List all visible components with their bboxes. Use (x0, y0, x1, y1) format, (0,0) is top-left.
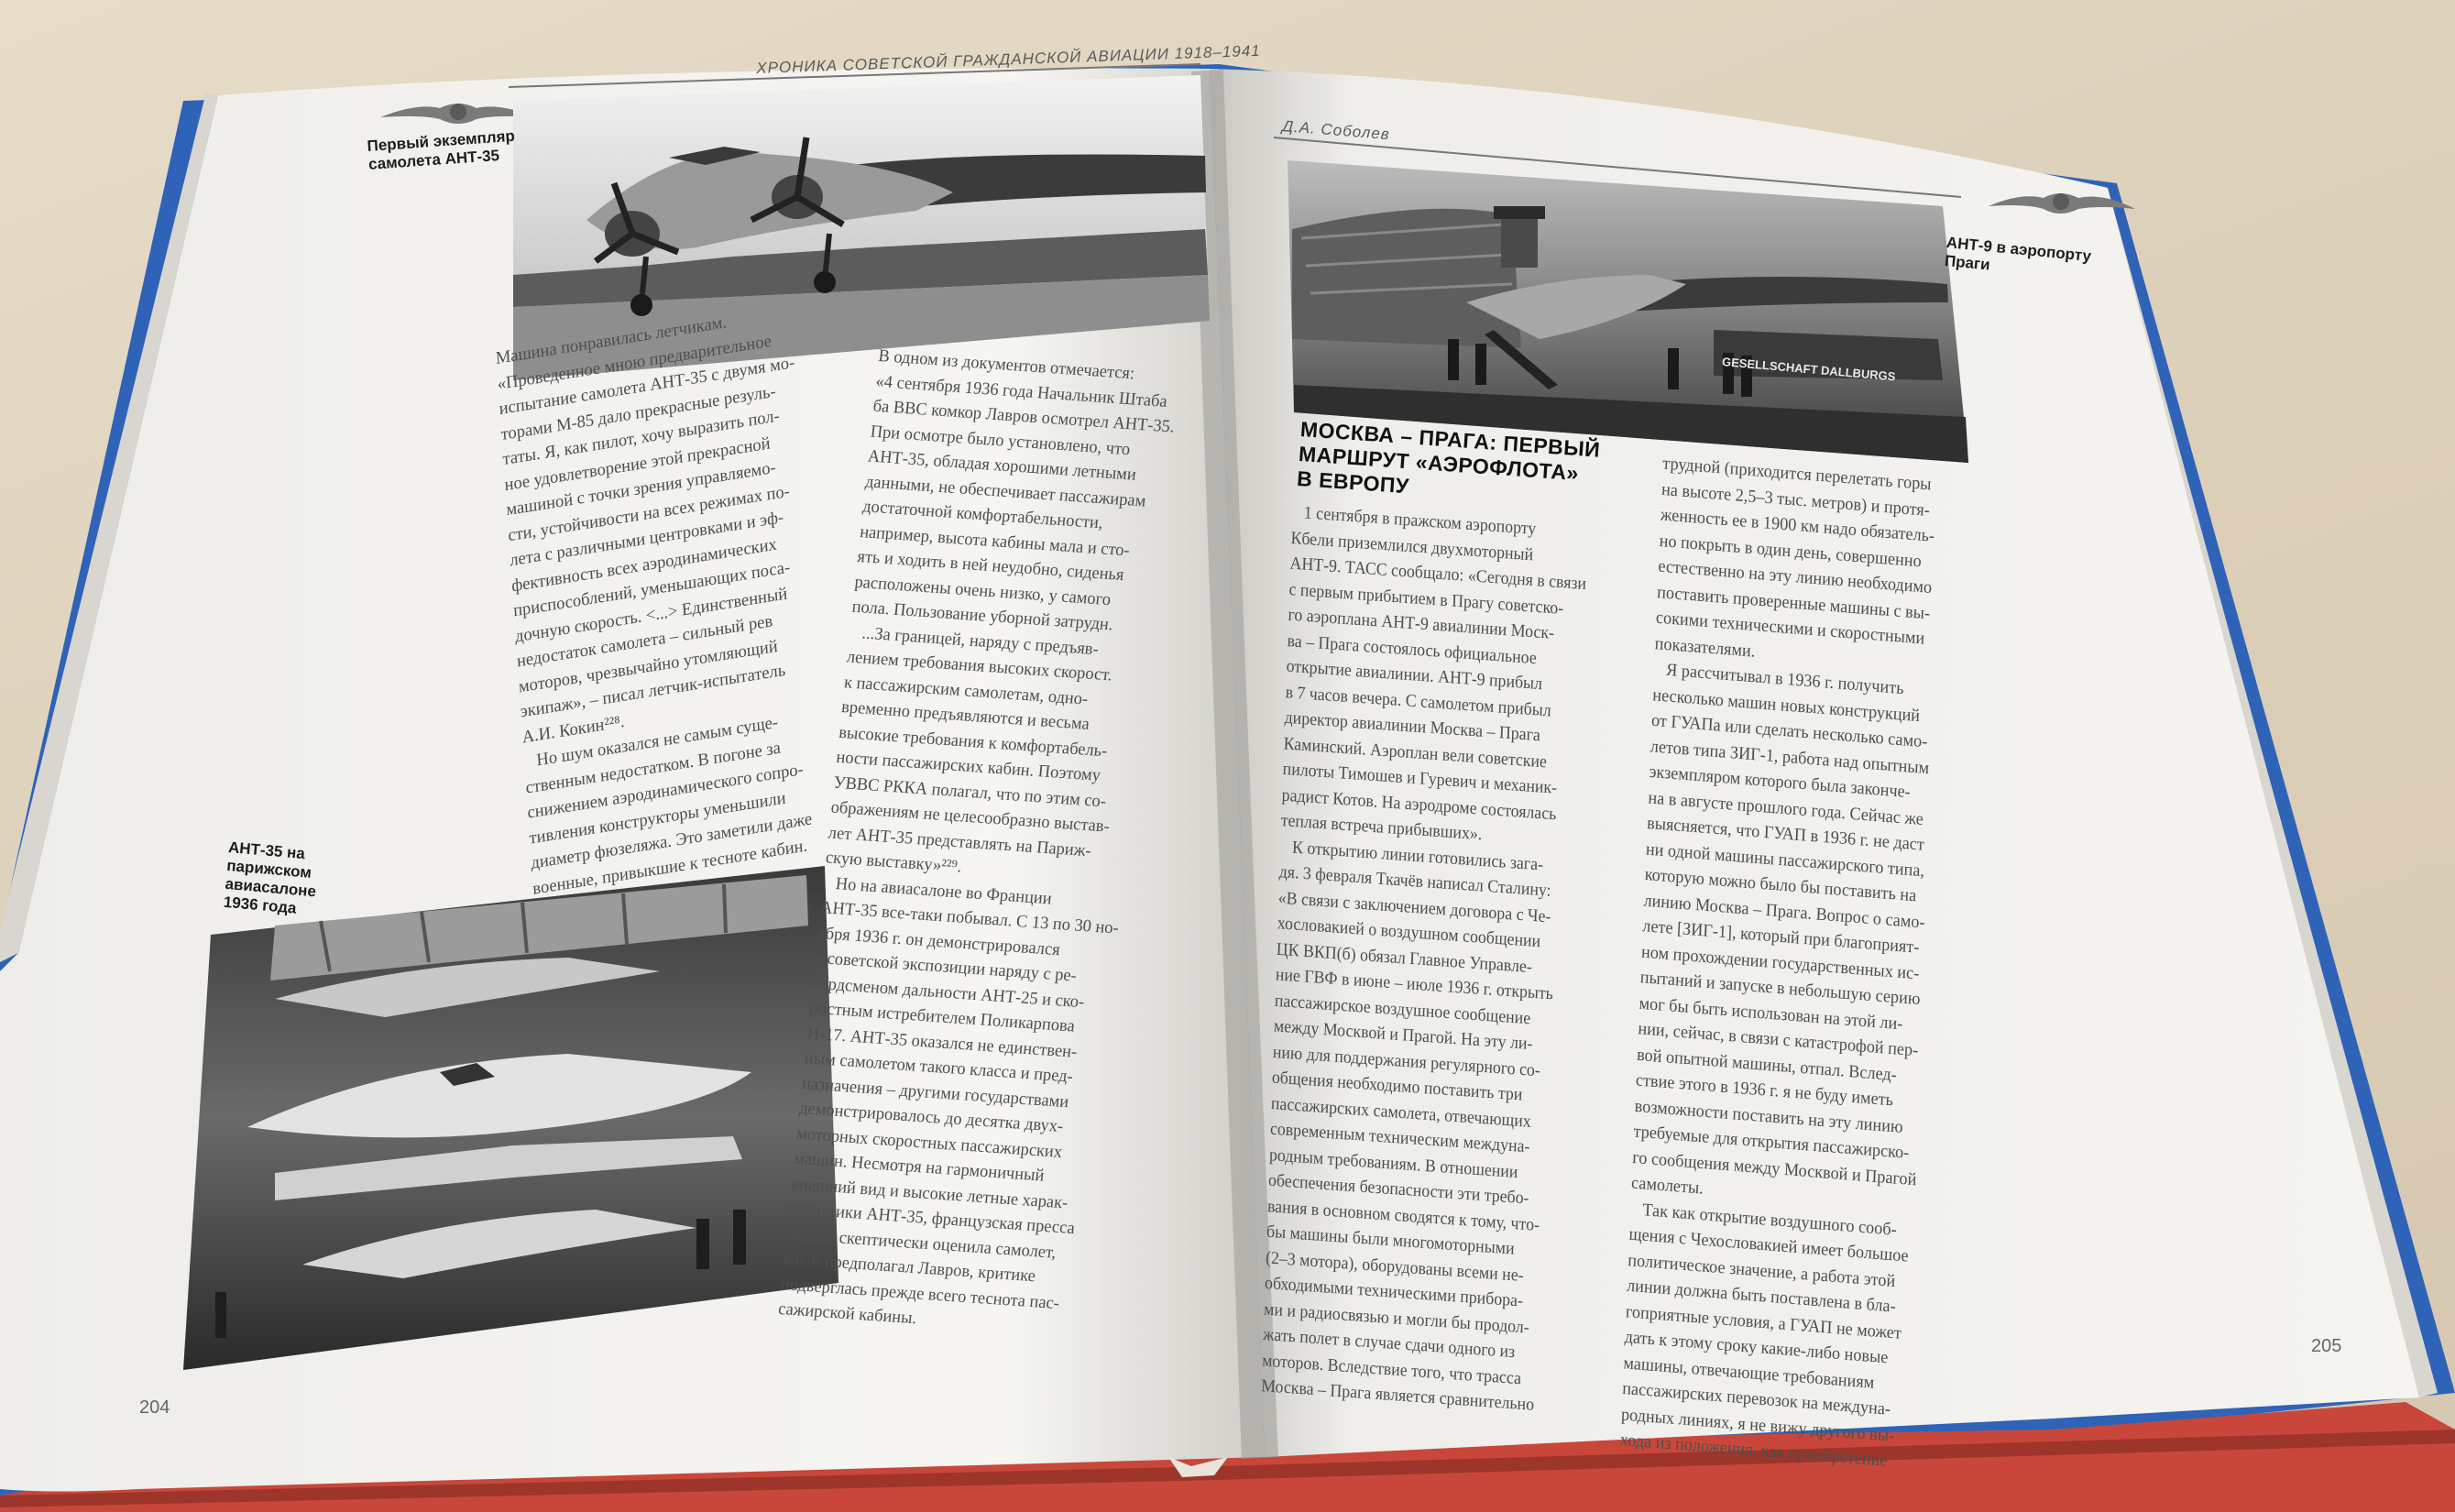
page-number-right: 205 (2311, 1336, 2342, 1356)
section-title-moscow-prague: МОСКВА – ПРАГА: ПЕРВЫЙ МАРШРУТ «АЭРОФЛОТА» В ЕВРОПУ (1296, 417, 1602, 499)
left-column-2: В одном из документов отмечается: «4 сентября 1936 года Начальник Штаба ба ВВС комкор Лавров осмотрел АНТ-35. При осмотре было установлено, что АНТ-35, обладая хорошими летными данными, не обеспечивает пассажирам достаточной комфортабельности, например, высота кабины мала и сто- ять и ходить в ней неудобно, сиденья расположены очень низко, у самого пола. Пользование уборной затрудн. ...За границей, наряду с предъяв- лением требования высоких скорост. к пассажирским самолетам, одно- временно предъявляются и весьма высокие требования к комфортабель- ности пассажирских кабин. Поэтому УВВС РККА полагал, что по этим со- ображениям не целесообразно выстав- лет АНТ-35 представлять на Париж- скую выставку»²²⁹. Но на авиасалоне во Франции АНТ-35 все-таки побывал. С 13 по 30 но- ября 1936 г. он демонстрировался в советской экспозиции наряду с ре- кордсменом дальности АНТ-25 и ско- ростным истребителем Поликарпова И-17. АНТ-35 оказался не единствен- ным самолетом такого класса и пред- назначения – другими государствами демонстрировалось до десятка двух- моторных скоростных пассажирских машин. Несмотря на гармоничный внешний вид и высокие летные харак- теристики АНТ-35, французская пресса весьма скептически оценила самолет, как и предполагал Лавров, критике подверглась прежде всего теснота пас- сажирской кабины. (777, 345, 1176, 1329)
photo-sign-text: GESELLSCHAFT DALLBURGS (1721, 354, 1897, 384)
right-column-1: 1 сентября в пражском аэропорту Кбели приземлился двухмоторный АНТ-9. ТАСС сообщало: «Сегодня в связи с первым прибытием в Прагу советско- го аэроплана АНТ-9 авиалинии Моск- ва – Прага состоялось официальное открытие авиалинии. АНТ-9 прибыл в 7 часов вечера. С самолетом прибыл директор авиалинии Москва – Прага Каминский. Аэроплан вели советские пилоты Тимошев и Гуревич и механик- радист Котов. На аэродроме состоялась теплая встреча прибывших». К открытию линии готовились зага- дя. 3 февраля Ткачёв написал Сталину: «В связи с заключением договора с Че- хословакией о воздушном сообщении ЦК ВКП(б) обязал Главное Управле- ние ГВФ в июне – июле 1936 г. открыть пассажирское воздушное сообщение между Москвой и Прагой. На эту ли- нию для поддержания регулярного со- общения необходимо поставить три пассажирских самолета, отвечающих современным техническим междуна- родным требованиям. В отношении обеспечения безопасности эти требо- вания в основном сводятся к тому, что- бы машины были многомоторными (2–3 мотора), оборудованы всеми не- обходимыми техническими прибора- ми и радиосвязью и могли бы продол- жать полет в случае сдачи одного из моторов. Вследствие того, что трасса Москва – Прага является сравнительно (1260, 502, 1587, 1416)
caption-ant35-first: Первый экземпляр самолета АНТ-35 (367, 126, 516, 173)
caption-ant9-prague: АНТ-9 в аэропорту Праги (1944, 234, 2092, 274)
page-number-left: 204 (139, 1397, 170, 1418)
running-head-right: Д.А. Соболев (1281, 117, 1391, 144)
right-column-2: трудной (приходится перелетать горы на высоте 2,5–3 тыс. метров) и протя- женность ее в 1900 км надо обязатель- но покрыть в один день, совершенно естественно на эту линию необходимо поставить проверенные машины с вы- сокими техническими и скоростными показателями. Я рассчитывал в 1936 г. получить несколько машин новых конструкций от ГУАПа или сделать несколько само- летов типа ЗИГ-1, работа над опытным экземпляром которого была законче- на в августе прошлого года. Сейчас же выясняется, что ГУАП в 1936 г. не даст ни одной машины пассажирского типа, которую можно было бы поставить на линию Москва – Прага. Вопрос о само- лете [ЗИГ-1], который при благоприят- ном прохождении государственных ис- пытаний и запуске в небольшую серию мог бы быть использован на этой ли- нии, сейчас, в связи с катастрофой пер- вой опытной машины, отпал. Вслед- ствие этого в 1936 г. я не буду иметь возможности поставить на эту линию требуемые для открытия пассажирско- го сообщения между Москвой и Прагой самолеты. Так как открытие воздушного сооб- щения с Чехословакией имеет большое политическое значение, а работа этой линии должна быть поставлена в бла- гоприятные условия, а ГУАП не может дать к этому сроку какие-либо новые машины, отвечающие требованиям пассажирских перевозок на междуна- родных линиях, я не вижу другого вы- хода из положения, как приобретение (1619, 454, 1935, 1471)
left-column-1: Машина понравилась летчикам. «Проведенное мною предварительное испытание самолета АНТ-35 с двумя мо- торами М-85 дало прекрасные резуль- таты. Я, как пилот, хочу выразить пол- ное удовлетворение этой прекрасной машиной с точки зрения управляемо- сти, устойчивости на всех режимах по- лета с различными центровками и эф- фективность всех аэродинамических приспособлений, уменьшающих поса- дочную скорость. <...> Единственный недостаток самолета – сильный рев моторов, чрезвычайно утомляющий экипаж», – писал летчик-испытатель А.И. Кокин²²⁸. Но шум оказался не самым суще- ственным недостатком. В погоне за снижением аэродинамического сопро- тивления конструкторы уменьшили диаметр фюзеляжа. Это заметили даже военные, привыкшие к тесноте кабин. (495, 312, 813, 899)
caption-ant35-paris: АНТ-35 на парижском авиасалоне 1936 года (223, 838, 317, 917)
running-head-left: ХРОНИКА СОВЕТСКОЙ ГРАЖДАНСКОЙ АВИАЦИИ 1918–1941 (756, 41, 1261, 77)
